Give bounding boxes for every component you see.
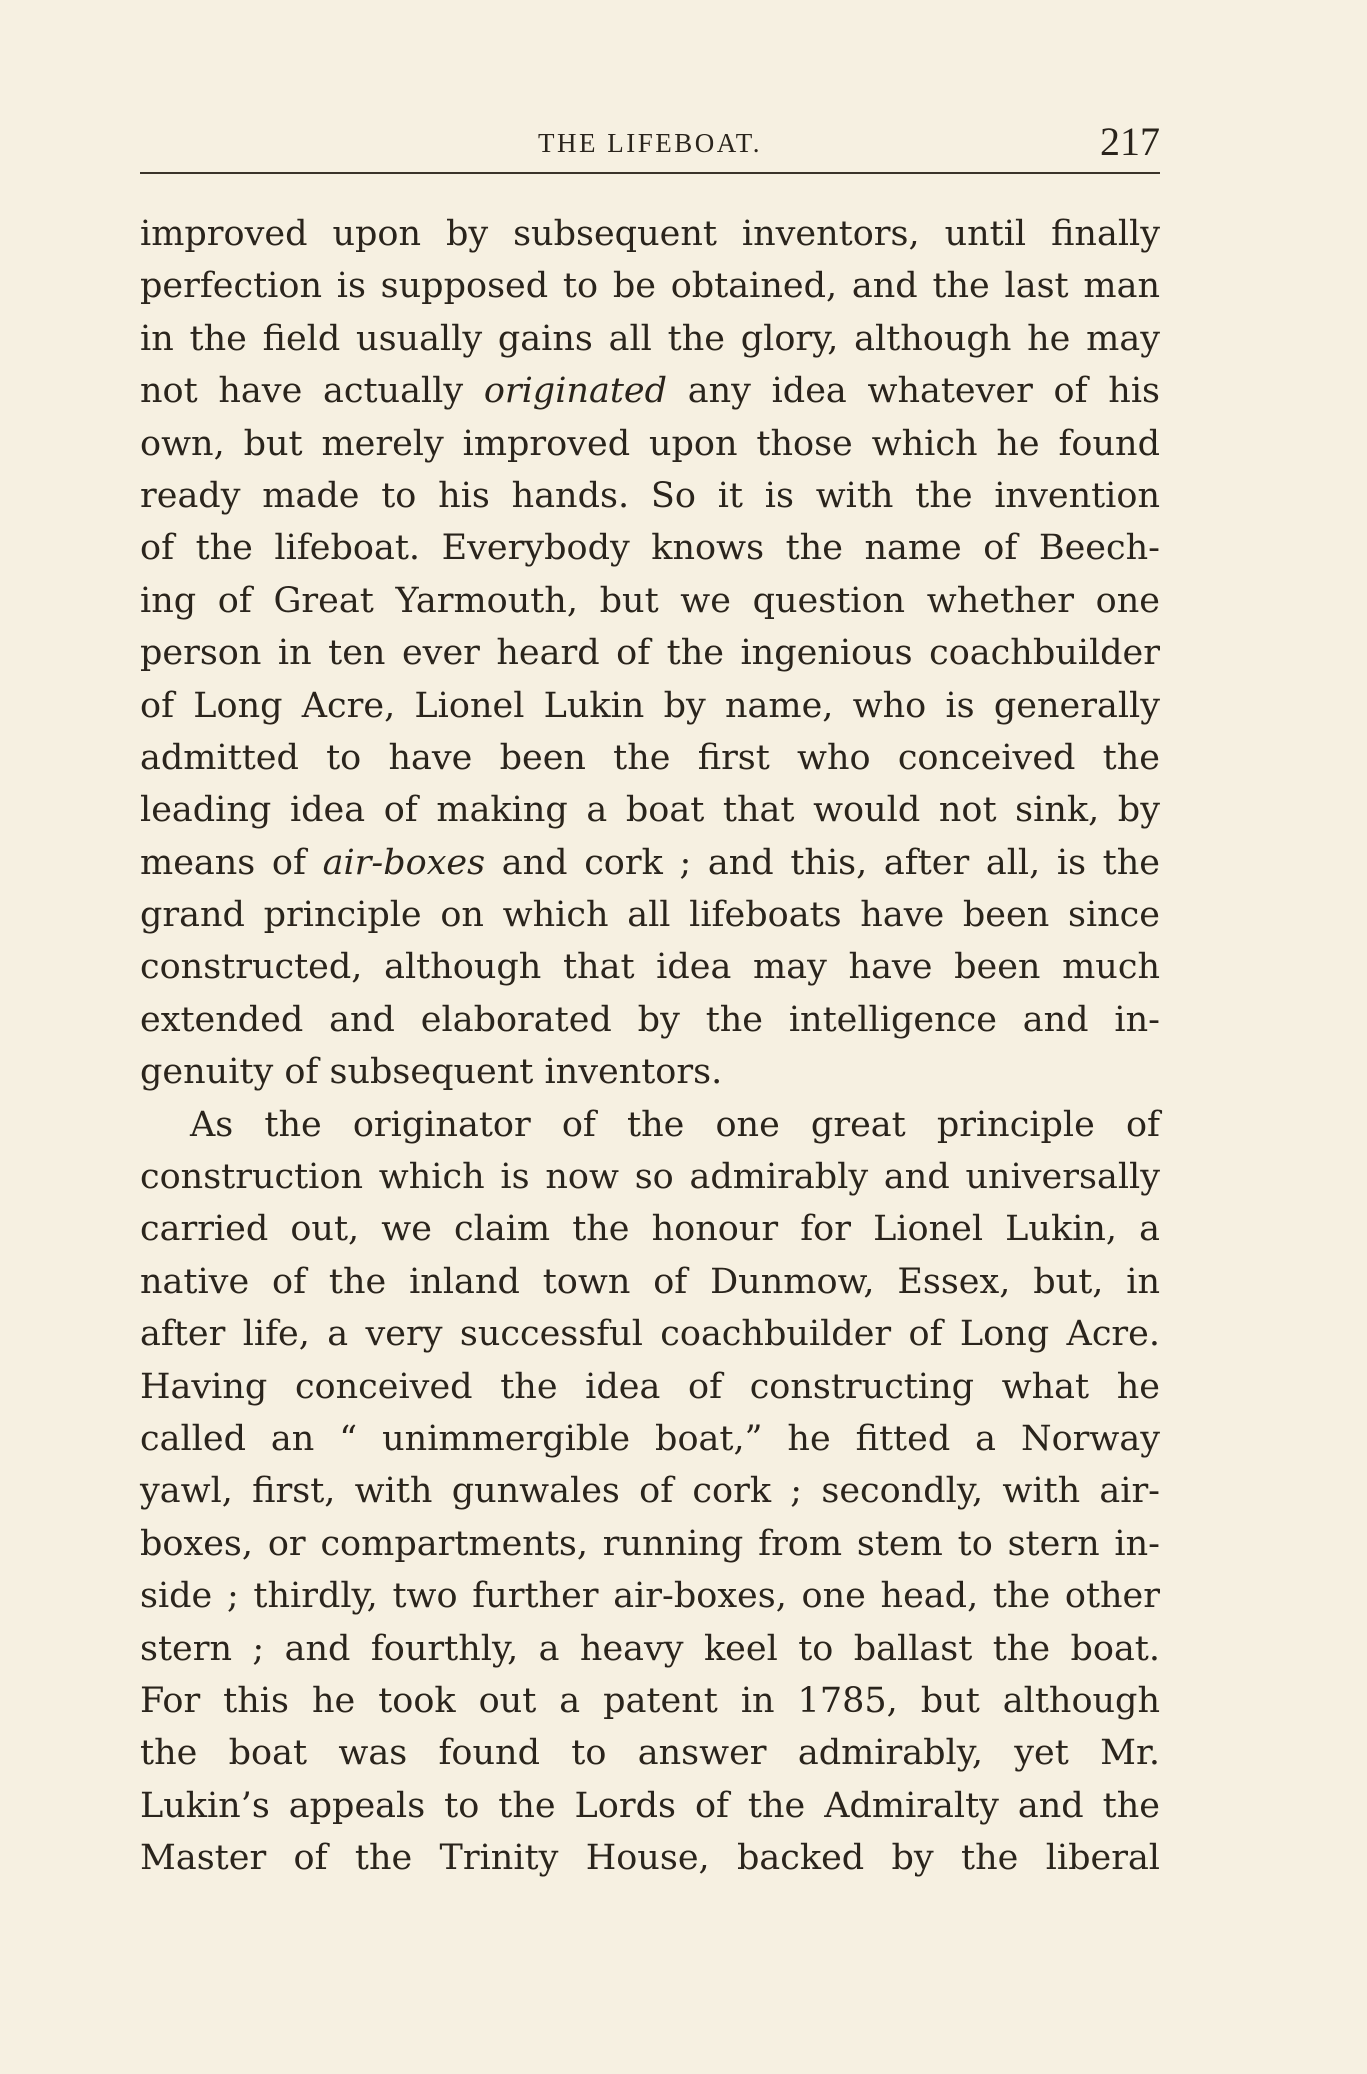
text-line-26: boxes, or compartments, running from stem to stern in- <box>140 1523 1160 1564</box>
text-line-19: construction which is now so admirably and universally <box>140 1157 1160 1198</box>
text-line-22: after life, a very successful coachbuilder of Long Acre. <box>140 1314 1160 1355</box>
text-line-24: called an “ unimmergible boat,” he fitted a Norway <box>140 1418 1160 1459</box>
italic-originated: originated <box>483 371 667 412</box>
text-line-7: of the lifeboat. Everybody knows the name of Beech- <box>140 528 1160 569</box>
text-line-8: ing of Great Yarmouth, but we question whether one <box>140 580 1160 621</box>
text-line-1: improved upon by subsequent inventors, until finally <box>140 214 1160 254</box>
text-line-15: constructed, although that idea may have been much <box>140 947 1160 988</box>
text-line-29: For this he took out a patent in 1785, but although <box>140 1680 1160 1721</box>
text-line-4 <box>140 365 1160 417</box>
text-line-28: stern ; and fourthly, a heavy keel to ballast the boat. <box>140 1628 1160 1669</box>
text-line-16: extended and elaborated by the intelligence and in- <box>140 999 1160 1040</box>
italic-air-boxes: air-boxes <box>322 842 486 883</box>
text-line-11: admitted to have been the first who conceived the <box>140 737 1160 778</box>
text-line-13 <box>140 837 1160 889</box>
running-head <box>140 118 1160 168</box>
text-line-3: in the field usually gains all the glory, although he may <box>140 318 1160 359</box>
text-line-4-before: not have actually <box>140 371 484 412</box>
text-line-30: the boat was found to answer admirably, yet Mr. <box>140 1733 1160 1774</box>
text-line-4-after: any idea whatever of his <box>667 371 1160 412</box>
text-line-31: Lukin’s appeals to the Lords of the Admiralty and the <box>140 1785 1160 1826</box>
text-line-13-before: means of <box>140 842 323 883</box>
text-line-10: of Long Acre, Lionel Lukin by name, who is generally <box>140 685 1160 726</box>
text-line-2: perfection is supposed to be obtained, and the last man <box>140 266 1160 307</box>
text-line-14: grand principle on which all lifeboats have been since <box>140 895 1160 936</box>
body-text <box>140 208 1160 1885</box>
text-line-18: As the originator of the one great principle of <box>190 1104 1160 1145</box>
text-line-12: leading idea of making a boat that would not sink, by <box>140 790 1160 831</box>
text-line-5: own, but merely improved upon those which he found <box>140 423 1160 464</box>
text-line-25: yawl, first, with gunwales of cork ; secondly, with air- <box>140 1471 1160 1512</box>
text-line-6: ready made to his hands. So it is with the invention <box>140 475 1160 516</box>
header-rule <box>140 172 1160 174</box>
text-line-17: genuity of subsequent inventors. <box>140 1052 723 1093</box>
text-line-20: carried out, we claim the honour for Lionel Lukin, a <box>140 1209 1160 1250</box>
text-line-27: side ; thirdly, two further air-boxes, one head, the other <box>140 1576 1160 1617</box>
text-line-9: person in ten ever heard of the ingenious coachbuilder <box>140 633 1160 674</box>
text-line-21: native of the inland town of Dunmow, Essex, but, in <box>140 1261 1160 1302</box>
page-number: 217 <box>1100 119 1160 164</box>
running-title: THE LIFEBOAT. <box>538 128 762 158</box>
text-line-13-after: and cork ; and this, after all, is the <box>485 842 1160 883</box>
text-line-23: Having conceived the idea of constructing what he <box>140 1366 1160 1407</box>
text-line-32: Master of the Trinity House, backed by the liberal <box>140 1838 1160 1879</box>
